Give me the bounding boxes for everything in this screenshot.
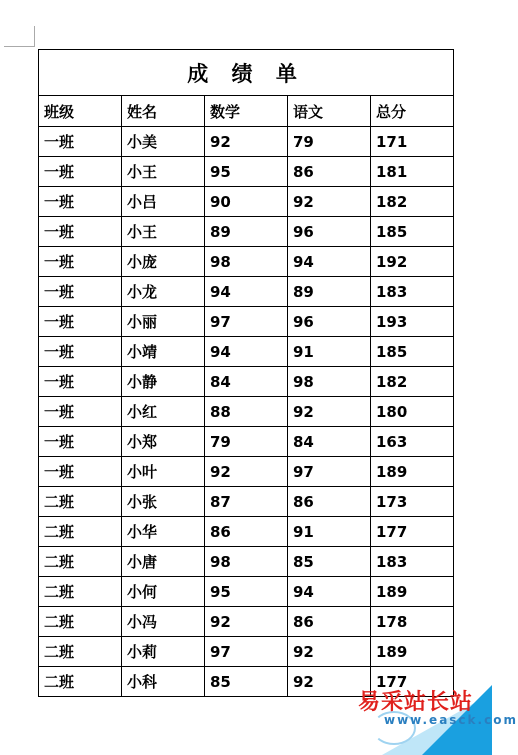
cell-chinese: 84: [288, 427, 371, 457]
cell-math: 92: [205, 127, 288, 157]
cell-name: 小靖: [122, 337, 205, 367]
cell-chinese: 92: [288, 637, 371, 667]
cell-class: 一班: [39, 307, 122, 337]
table-row: [39, 547, 454, 577]
cell-math: 86: [205, 517, 288, 547]
cell-total: 183: [371, 277, 454, 307]
watermark-domain: www.easck.com: [384, 713, 518, 727]
cell-chinese: 97: [288, 457, 371, 487]
table-row: [39, 127, 454, 157]
cell-math: 95: [205, 577, 288, 607]
cell-total: 183: [371, 547, 454, 577]
cell-math: 97: [205, 307, 288, 337]
cell-total: 182: [371, 187, 454, 217]
cell-math: 98: [205, 247, 288, 277]
cell-name: 小庞: [122, 247, 205, 277]
cell-class: 二班: [39, 517, 122, 547]
cell-total: 177: [371, 667, 454, 697]
cell-total: 163: [371, 427, 454, 457]
cell-chinese: 94: [288, 247, 371, 277]
cell-name: 小静: [122, 367, 205, 397]
table-row: [39, 487, 454, 517]
table-row: [39, 427, 454, 457]
cell-math: 84: [205, 367, 288, 397]
table-row: [39, 157, 454, 187]
table-row: [39, 307, 454, 337]
cell-total: 171: [371, 127, 454, 157]
cell-chinese: 92: [288, 187, 371, 217]
cell-class: 一班: [39, 367, 122, 397]
cell-class: 一班: [39, 397, 122, 427]
cell-chinese: 96: [288, 307, 371, 337]
table-row: [39, 337, 454, 367]
cell-total: 189: [371, 457, 454, 487]
cell-name: 小张: [122, 487, 205, 517]
cell-name: 小科: [122, 667, 205, 697]
cell-chinese: 79: [288, 127, 371, 157]
table-row: [39, 217, 454, 247]
watermark-site-name: 易采站长站: [358, 689, 474, 715]
cell-chinese: 94: [288, 577, 371, 607]
table-row: [39, 277, 454, 307]
cell-chinese: 86: [288, 157, 371, 187]
cell-name: 小郑: [122, 427, 205, 457]
table-row: [39, 517, 454, 547]
cell-class: 一班: [39, 127, 122, 157]
cell-total: 189: [371, 577, 454, 607]
cell-class: 一班: [39, 157, 122, 187]
cell-chinese: 91: [288, 517, 371, 547]
site-watermark: [356, 673, 518, 755]
cell-class: 二班: [39, 667, 122, 697]
table-row: [39, 577, 454, 607]
table-row: [39, 607, 454, 637]
cell-chinese: 91: [288, 337, 371, 367]
cell-name: 小华: [122, 517, 205, 547]
cell-name: 小冯: [122, 607, 205, 637]
header-class: 班级: [39, 96, 122, 127]
cell-name: 小唐: [122, 547, 205, 577]
cell-class: 二班: [39, 547, 122, 577]
page-corner-marker: [4, 26, 35, 47]
cell-name: 小王: [122, 157, 205, 187]
cell-name: 小叶: [122, 457, 205, 487]
cell-total: 185: [371, 337, 454, 367]
cell-total: 192: [371, 247, 454, 277]
cell-class: 一班: [39, 427, 122, 457]
cell-math: 90: [205, 187, 288, 217]
table-row: [39, 187, 454, 217]
cell-class: 二班: [39, 637, 122, 667]
header-row: [39, 96, 454, 127]
cell-name: 小吕: [122, 187, 205, 217]
cell-math: 85: [205, 667, 288, 697]
cell-math: 92: [205, 607, 288, 637]
cell-chinese: 96: [288, 217, 371, 247]
cell-name: 小莉: [122, 637, 205, 667]
cell-math: 94: [205, 277, 288, 307]
cell-total: 180: [371, 397, 454, 427]
cell-name: 小王: [122, 217, 205, 247]
cell-chinese: 98: [288, 367, 371, 397]
cell-name: 小龙: [122, 277, 205, 307]
cell-math: 79: [205, 427, 288, 457]
cell-chinese: 85: [288, 547, 371, 577]
table-row: [39, 637, 454, 667]
cell-chinese: 86: [288, 607, 371, 637]
cell-name: 小何: [122, 577, 205, 607]
header-total: 总分: [371, 96, 454, 127]
table-row: [39, 457, 454, 487]
cell-class: 一班: [39, 187, 122, 217]
cell-chinese: 86: [288, 487, 371, 517]
cell-chinese: 92: [288, 397, 371, 427]
cell-total: 173: [371, 487, 454, 517]
table-row: [39, 247, 454, 277]
cell-class: 二班: [39, 577, 122, 607]
header-math: 数学: [205, 96, 288, 127]
cell-class: 一班: [39, 457, 122, 487]
cell-chinese: 92: [288, 667, 371, 697]
table-row: [39, 397, 454, 427]
cell-math: 88: [205, 397, 288, 427]
cell-chinese: 89: [288, 277, 371, 307]
cell-math: 87: [205, 487, 288, 517]
cell-total: 185: [371, 217, 454, 247]
cell-total: 178: [371, 607, 454, 637]
cell-total: 189: [371, 637, 454, 667]
cell-math: 95: [205, 157, 288, 187]
cell-class: 一班: [39, 277, 122, 307]
cell-total: 193: [371, 307, 454, 337]
cell-class: 一班: [39, 337, 122, 367]
cell-math: 94: [205, 337, 288, 367]
cell-total: 182: [371, 367, 454, 397]
cell-total: 177: [371, 517, 454, 547]
cell-total: 181: [371, 157, 454, 187]
header-chinese: 语文: [288, 96, 371, 127]
cell-name: 小红: [122, 397, 205, 427]
table-title: 成 绩 单: [39, 50, 454, 96]
cell-math: 98: [205, 547, 288, 577]
cell-math: 89: [205, 217, 288, 247]
cell-math: 92: [205, 457, 288, 487]
table-row: [39, 367, 454, 397]
score-table: [38, 49, 454, 697]
cell-name: 小丽: [122, 307, 205, 337]
cell-class: 二班: [39, 487, 122, 517]
cell-class: 一班: [39, 217, 122, 247]
cell-math: 97: [205, 637, 288, 667]
cell-name: 小美: [122, 127, 205, 157]
cell-class: 一班: [39, 247, 122, 277]
header-name: 姓名: [122, 96, 205, 127]
cell-class: 二班: [39, 607, 122, 637]
